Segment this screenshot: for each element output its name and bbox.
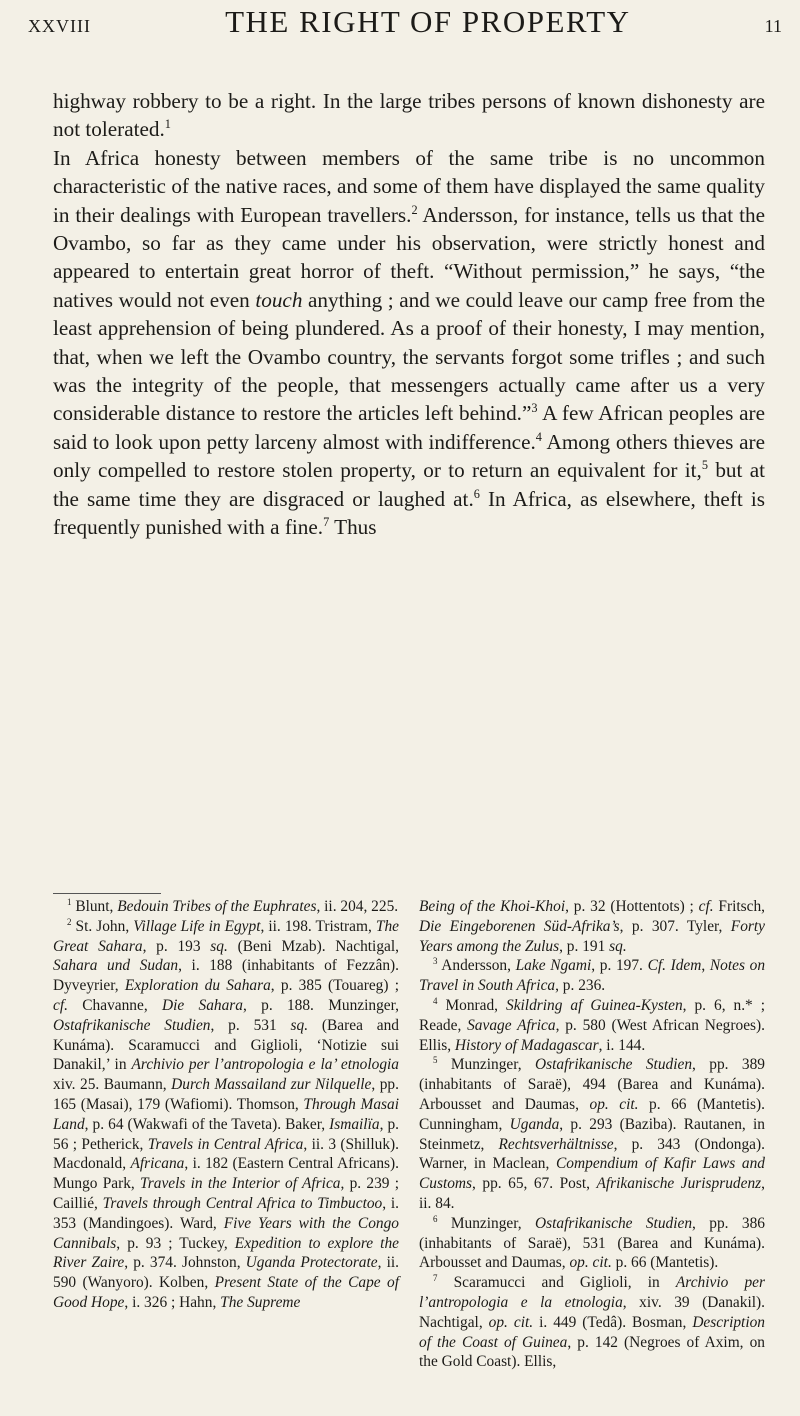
- italic-text: The Supreme: [220, 1293, 301, 1311]
- italic-text: Lake Ngami: [515, 957, 592, 975]
- paragraph: [53, 87, 765, 144]
- text-run: , p. 293 (Baziba). Rautanen, in Steinmetz,: [419, 1115, 766, 1153]
- text-run: Munzinger,: [437, 1056, 536, 1074]
- italic-text: cf.: [53, 996, 68, 1014]
- text-run: , pp. 389 (inhabitants of Saraë), 494 (Barea and Kunáma). Arbousset and Daumas,: [419, 1056, 765, 1113]
- footnotes: [53, 897, 765, 1372]
- italic-text: op. cit.: [488, 1313, 534, 1331]
- text-run: Thus: [329, 515, 377, 540]
- footnote: [419, 1273, 765, 1372]
- text-run: , ii. 198. Tristram,: [260, 917, 376, 935]
- text-run: , p. 193: [142, 937, 211, 955]
- footnote-marker: 6: [473, 486, 480, 501]
- footnote: [53, 917, 399, 1313]
- italic-text: Being of the Khoi-Khoi: [419, 898, 566, 915]
- italic-text: Exploration du Sahara: [124, 977, 271, 995]
- italic-text: Uganda Protectorate: [245, 1254, 378, 1272]
- text-run: , ii. 204, 225.: [316, 898, 399, 915]
- italic-text: Bedouin Tribes of the Euphrates: [117, 898, 317, 915]
- italic-text: Expedition to explore the River Zaire: [53, 1234, 399, 1272]
- italic-text: Die Eingeborenen Süd-Afrika’s: [419, 917, 620, 935]
- footnote-marker: 2: [67, 917, 72, 927]
- footnote-marker: 5: [701, 458, 708, 473]
- italic-text: sq.: [290, 1016, 309, 1034]
- page-number: 11: [764, 16, 782, 36]
- italic-text: Compendium of Kafir Laws and Customs: [419, 1155, 765, 1193]
- italic-text: Rechtsverhältnisse: [498, 1135, 614, 1153]
- italic-text: Five Years with the Congo Cannibals: [53, 1214, 399, 1252]
- footnote: [53, 897, 399, 917]
- text-run: , xiv. 39 (Danakil). Nachtigal,: [419, 1293, 765, 1331]
- text-run: , p. 239 ; Caillié,: [53, 1175, 399, 1212]
- main-text: [53, 87, 765, 542]
- footnote: [419, 1055, 765, 1213]
- text-run: A few African peoples are said to look upon petty larceny almost with indifference.: [53, 401, 765, 454]
- text-run: , p. 385 (Touareg) ;: [270, 977, 399, 995]
- text-run: Blunt,: [71, 898, 118, 915]
- italic-text: Ostafrikanische Studien: [535, 1214, 693, 1232]
- footnote-continuation: [419, 897, 765, 956]
- italic-text: Ostafrikanische Studien: [53, 1016, 211, 1034]
- italic-text: sq.: [609, 937, 627, 955]
- italic-text: Afrikanische Jurisprudenz: [596, 1175, 762, 1193]
- footnote-marker: 7: [433, 1273, 438, 1284]
- italic-text: Notes on Travel in South Africa: [419, 957, 766, 995]
- italic-text: Forty Years among the Zulus: [419, 917, 765, 955]
- italic-text: touch: [255, 287, 303, 312]
- footnote-marker: 7: [323, 515, 330, 530]
- footnote-marker: 2: [411, 202, 418, 217]
- text-run: , i. 188 (inhabitants of Fezzân). Dyveyrier,: [53, 957, 399, 995]
- italic-text: The Great Sahara: [53, 917, 399, 955]
- footnote: [419, 956, 765, 996]
- italic-text: Travels through Central Africa to Timbuctoo: [102, 1194, 383, 1212]
- text-run: xiv. 25. Baumann,: [53, 1076, 172, 1094]
- text-run: ,: [701, 957, 710, 975]
- text-run: , p. 6, n.* ; Reade,: [419, 996, 766, 1034]
- text-run: Andersson,: [437, 957, 516, 975]
- text-run: , pp. 65, 67. Post,: [472, 1175, 597, 1193]
- text-run: p. 66 (Mantetis).: [611, 1254, 719, 1272]
- footnote: [419, 996, 765, 1055]
- text-run: Andersson, for instance, tells us that the Ovambo, so far as they came under his observation, were strictly honest and appeared to entertain great horror of theft. “Without permission,” he says, “the natives would not even: [53, 202, 765, 312]
- text-run: , p. 307. Tyler,: [619, 917, 731, 935]
- text-run: , ii. 3 (Shilluk). Macdonald,: [53, 1135, 399, 1173]
- footnote-marker: 3: [433, 956, 438, 967]
- text-run: , p. 142 (Negroes of Axim, on the Gold Coast). Ellis,: [419, 1333, 765, 1371]
- running-title: THE RIGHT OF PROPERTY: [225, 4, 631, 39]
- footnote-marker: 1: [67, 897, 72, 908]
- text-run: , p. 374. Johnston,: [124, 1254, 246, 1272]
- italic-text: Cf. Idem: [647, 957, 702, 975]
- italic-text: Travels in Central Africa: [147, 1135, 304, 1153]
- text-run: anything ; and we could leave our camp free from the least apprehension of being plundered. As a proof of their honesty, I may mention, that, when we left the Ovambo country, the servants forgot some trifles ; and such was the integrity of the people, that messengers actually came after us a very considerable distance to restore the articles left behind.”: [53, 287, 765, 426]
- footnotes-right-column: [419, 897, 765, 1372]
- text-run: , i. 182 (Eastern Central Africans). Mungo Park,: [53, 1155, 399, 1193]
- text-run: , p. 188. Munzinger,: [242, 996, 399, 1014]
- text-run: Munzinger,: [437, 1214, 536, 1232]
- text-run: , pp. 165 (Masai), 179 (Wafiomi). Thomson,: [53, 1076, 399, 1113]
- italic-text: History of Madagascar: [454, 1036, 599, 1054]
- italic-text: Ostafrikanische Studien: [535, 1056, 693, 1074]
- italic-text: Skildring af Guinea-Kysten: [506, 996, 683, 1014]
- italic-text: op. cit.: [589, 1095, 639, 1113]
- text-run: , i. 144.: [598, 1036, 646, 1054]
- italic-text: Present State of the Cape of Good Hope: [53, 1274, 399, 1311]
- text-run: i. 449 (Tedâ). Bosman,: [533, 1313, 693, 1331]
- italic-text: Village Life in Egypt: [133, 917, 261, 935]
- italic-text: Sahara und Sudan: [53, 957, 179, 975]
- footnote: [419, 1214, 765, 1273]
- italic-text: Africana: [130, 1155, 185, 1173]
- italic-text: Archivio per l’antropologia e la’ etnologia: [131, 1056, 399, 1074]
- running-header: [28, 4, 782, 44]
- text-run: , p. 580 (West African Negroes). Ellis,: [419, 1016, 765, 1054]
- italic-text: cf.: [698, 898, 714, 915]
- text-run: Fritsch,: [713, 898, 765, 915]
- text-run: highway robbery to be a right. In the large tribes persons of known dishonesty are not tolerated.: [53, 89, 765, 142]
- italic-text: Ismailïa: [329, 1115, 380, 1133]
- text-run: (Barea and Kunáma). Scaramucci and Giglioli, ‘Notizie sui Danakil,’ in: [53, 1016, 399, 1074]
- chapter-number: XXVIII: [28, 16, 91, 36]
- text-run: , ii. 84.: [419, 1175, 765, 1212]
- italic-text: Durch Massailand zur Nilquelle: [171, 1076, 372, 1094]
- text-run: Chavanne,: [67, 996, 162, 1014]
- footnote-marker: 4: [535, 429, 542, 444]
- text-run: St. John,: [71, 917, 134, 935]
- text-run: , p. 93 ; Tuckey,: [116, 1234, 235, 1252]
- italic-text: op. cit.: [569, 1254, 612, 1272]
- text-run: p. 66 (Mantetis). Cunningham,: [419, 1095, 765, 1133]
- text-run: , pp. 386 (inhabitants of Saraë), 531 (Barea and Kunáma). Arbousset and Daumas,: [419, 1214, 765, 1272]
- footnote-marker: 3: [531, 401, 538, 416]
- text-run: , ii. 590 (Wanyoro). Kolben,: [53, 1254, 399, 1292]
- text-run: , p. 64 (Wakwafi of the Taveta). Baker,: [84, 1115, 330, 1133]
- footnote-rule: [53, 893, 161, 894]
- text-run: , p. 191: [559, 937, 610, 955]
- text-run: In Africa, as elsewhere, theft is frequently punished with a fine.: [53, 486, 765, 540]
- italic-text: Savage Africa: [467, 1016, 556, 1034]
- italic-text: Through Masai Land: [53, 1095, 400, 1133]
- text-run: but at the same time they are disgraced or laughed at.: [53, 458, 765, 511]
- italic-text: Die Sahara: [161, 996, 243, 1014]
- text-run: , p. 343 (Ondonga). Warner, in Maclean,: [419, 1135, 765, 1173]
- footnote-marker: 5: [433, 1055, 438, 1066]
- text-run: , p. 56 ; Petherick,: [53, 1115, 399, 1153]
- italic-text: Uganda: [509, 1115, 560, 1133]
- text-run: , p. 197.: [591, 957, 648, 975]
- italic-text: Archivio per l’antropologia e la etnologia: [419, 1274, 765, 1311]
- text-run: , i. 353 (Mandingoes). Ward,: [53, 1194, 399, 1232]
- italic-text: Travels in the Interior of Africa: [140, 1175, 341, 1193]
- text-run: , p. 32 (Hottentots) ;: [565, 898, 699, 915]
- text-run: In Africa honesty between members of the same tribe is no uncommon characteristic of the native races, and some of them have displayed the same quality in their dealings with European travellers.: [53, 145, 765, 227]
- paragraph: [53, 144, 765, 542]
- text-run: Scaramucci and Giglioli, in: [437, 1274, 676, 1292]
- text-run: Among others thieves are only compelled to restore stolen property, or to return an equivalent for it,: [53, 429, 765, 483]
- text-run: Monrad,: [437, 996, 506, 1014]
- text-run: , i. 326 ; Hahn,: [124, 1293, 221, 1311]
- footnotes-left-column: [53, 897, 399, 1372]
- footnote-marker: 6: [433, 1213, 438, 1224]
- italic-text: sq.: [210, 937, 228, 955]
- footnote-marker: 1: [164, 117, 171, 132]
- italic-text: Description of the Coast of Guinea: [419, 1313, 765, 1351]
- text-run: , p. 531: [210, 1016, 291, 1034]
- footnote-marker: 4: [433, 996, 438, 1007]
- text-run: (Beni Mzab). Nachtigal,: [227, 937, 399, 955]
- text-run: , p. 236.: [555, 977, 606, 995]
